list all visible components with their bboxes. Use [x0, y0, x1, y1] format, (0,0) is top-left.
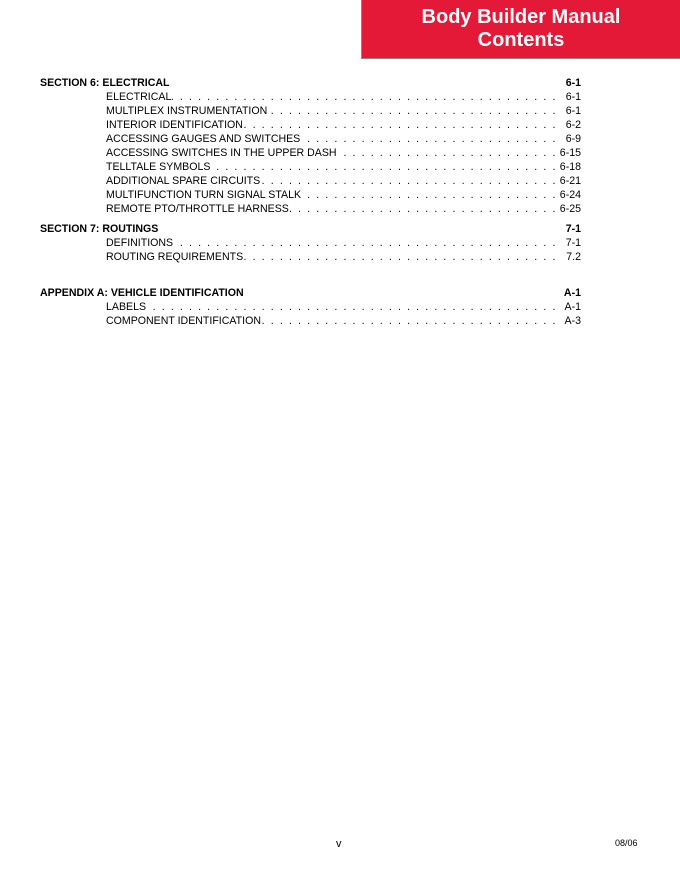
dot-leader	[260, 174, 559, 188]
entry-title: MULTIFUNCTION TURN SIGNAL STALK	[106, 189, 302, 201]
dot-leader	[289, 202, 559, 216]
entry-title: REMOTE PTO/THROTTLE HARNESS	[106, 203, 289, 215]
toc-section-6	[40, 76, 581, 216]
header-title: Body Builder Manual	[421, 6, 621, 28]
entry-title: ACCESSING GAUGES AND SWITCHES	[106, 133, 301, 145]
entry-page: A-3	[564, 315, 581, 327]
section-heading[interactable]	[40, 222, 581, 236]
section-heading[interactable]	[40, 76, 581, 90]
toc-entry[interactable]	[40, 188, 581, 202]
page-number: v	[336, 838, 342, 850]
table-of-contents	[40, 76, 581, 334]
section-page: 6-1	[565, 77, 581, 89]
section-heading[interactable]	[40, 286, 581, 300]
entry-title: DEFINITIONS	[106, 237, 174, 249]
entry-title: TELLTALE SYMBOLS	[106, 161, 211, 173]
toc-entry[interactable]	[40, 146, 581, 160]
entry-title: MULTIPLEX INSTRUMENTATION	[106, 105, 268, 117]
entry-page: 6-2	[565, 119, 581, 131]
section-title: SECTION 7: ROUTINGS	[40, 223, 159, 235]
section-title: SECTION 6: ELECTRICAL	[40, 77, 170, 89]
entry-title: LABELS	[106, 301, 147, 313]
section-title: APPENDIX A: VEHICLE IDENTIFICATION	[40, 287, 244, 299]
entry-page: 6-15	[559, 147, 581, 159]
entry-page: 7.2	[566, 251, 581, 263]
toc-section-7	[40, 222, 581, 264]
dot-leader	[146, 300, 559, 314]
toc-entry[interactable]	[40, 160, 581, 174]
entry-page: 7-1	[565, 237, 581, 249]
revision-date: 08/06	[615, 838, 638, 848]
toc-entry[interactable]	[40, 90, 581, 104]
section-page: A-1	[563, 287, 581, 299]
toc-entry[interactable]	[40, 174, 581, 188]
toc-entry[interactable]	[40, 236, 581, 250]
entry-page: 6-1	[565, 105, 581, 117]
toc-appendix-a	[40, 286, 581, 328]
entry-title: ROUTING REQUIREMENTS	[106, 251, 244, 263]
entry-page: 6-24	[559, 189, 581, 201]
dot-leader	[173, 236, 559, 250]
entry-title: ELECTRICAL	[106, 91, 172, 103]
section-page: 7-1	[565, 223, 581, 235]
entry-title: COMPONENT IDENTIFICATION	[106, 315, 261, 327]
dot-leader	[210, 160, 559, 174]
toc-entry[interactable]	[40, 300, 581, 314]
toc-entry[interactable]	[40, 104, 581, 118]
entry-title: ADDITIONAL SPARE CIRCUITS	[106, 175, 261, 187]
toc-entry[interactable]	[40, 202, 581, 216]
dot-leader	[300, 132, 559, 146]
toc-entry[interactable]	[40, 118, 581, 132]
entry-page: 6-18	[559, 161, 581, 173]
entry-page: 6-9	[565, 133, 581, 145]
entry-page: A-1	[564, 301, 581, 313]
entry-page: 6-1	[565, 91, 581, 103]
toc-entry[interactable]	[40, 132, 581, 146]
dot-leader	[243, 250, 559, 264]
dot-leader	[261, 314, 559, 328]
dot-leader	[243, 118, 559, 132]
dot-leader	[267, 104, 559, 118]
entry-page: 6-25	[559, 203, 581, 215]
dot-leader	[337, 146, 559, 160]
entry-page: 6-21	[559, 175, 581, 187]
header-subtitle: Contents	[477, 29, 565, 51]
dot-leader	[301, 188, 559, 202]
entry-title: ACCESSING SWITCHES IN THE UPPER DASH	[106, 147, 337, 159]
dot-leader	[171, 90, 559, 104]
header-banner	[361, 0, 680, 59]
toc-entry[interactable]	[40, 250, 581, 264]
toc-entry[interactable]	[40, 314, 581, 328]
entry-title: INTERIOR IDENTIFICATION	[106, 119, 243, 131]
